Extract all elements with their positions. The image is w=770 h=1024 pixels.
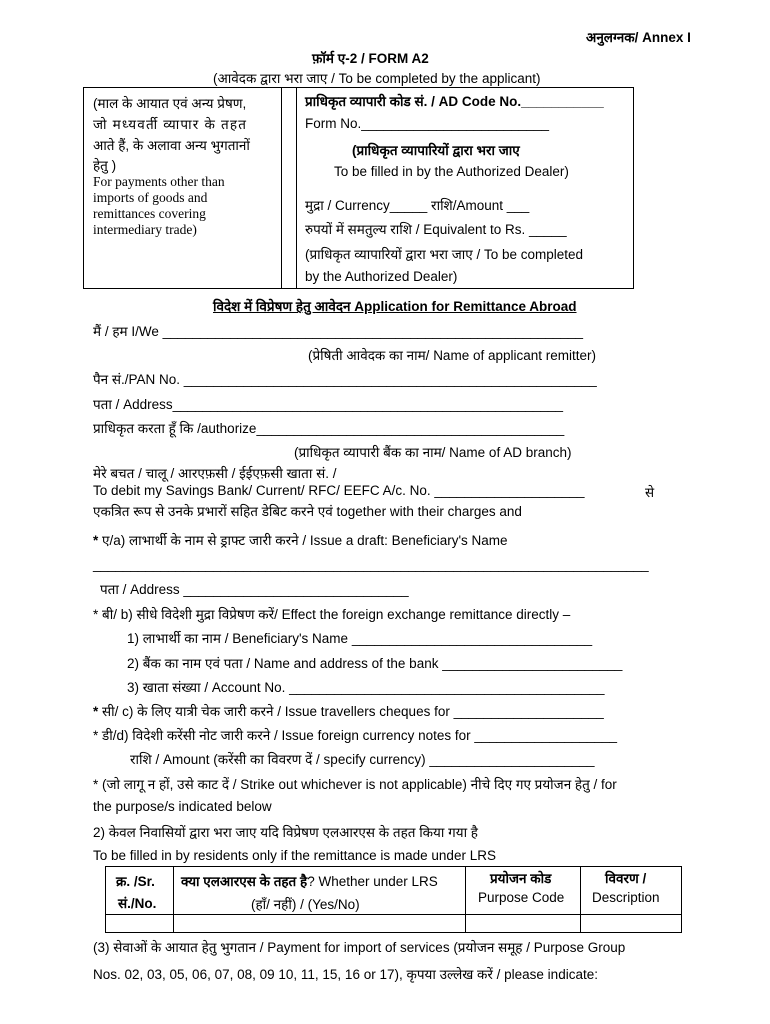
direct-remittance-line[interactable]: * बी/ b) सीधे विदेशी मुद्रा विप्रेषण करें/ Effect the foreign exchange remittance directly –: [93, 607, 571, 622]
debit-se: से: [645, 485, 655, 500]
pan-field[interactable]: पैन सं./PAN No. _______________________________________________________: [93, 372, 597, 387]
services-note-2: Nos. 02, 03, 05, 06, 07, 08, 09 10, 11, 15, 16 or 17), कृपया उल्लेख करें / please indicate:: [93, 967, 598, 982]
applicant-name-caption: (प्रेषिती आवेदक का नाम/ Name of applicant remitter): [308, 348, 596, 363]
completed-note-1: (प्राधिकृत व्यापारियों द्वारा भरा जाए / To be completed: [305, 247, 584, 262]
draft-name-blank[interactable]: __________________________________________________________________________: [93, 557, 649, 572]
purpose-code-hindi: प्रयोजन कोड: [490, 871, 552, 886]
section-title: विदेश में विप्रेषण हेतु आवेदन Application for Remittance Abroad: [213, 299, 577, 314]
ad-heading-hindi: (प्राधिकृत व्यापारियों द्वारा भरा जाए: [352, 143, 520, 158]
equivalent-rs-field[interactable]: रुपयों में समतुल्य राशि / Equivalent to Rs. _____: [305, 222, 567, 237]
sr-header: क्र. /Sr.: [116, 874, 155, 889]
services-note-1: (3) सेवाओं के आयात हेतु भुगतान / Payment for import of services (प्रयोजन समूह / Purpose Group: [93, 940, 626, 955]
beneficiary-name-field[interactable]: 1) लाभार्थी का नाम / Beneficiary's Name ________________________________: [127, 631, 593, 646]
currency-amount-field[interactable]: मुद्रा / Currency_____ राशि/Amount ___: [305, 198, 530, 213]
applicant-name-field[interactable]: मैं / हम I/We ________________________________________________________: [93, 324, 584, 339]
ad-branch-caption: (प्राधिकृत व्यापारी बैंक का नाम/ Name of AD branch): [294, 445, 572, 460]
residents-hindi: 2) केवल निवासियों द्वारा भरा जाए यदि विप्रेषण एलआरएस के तहत किया गया है: [93, 825, 478, 840]
travellers-cheques-line[interactable]: * सी/ c) के लिए यात्री चेक जारी करने / Issue travellers cheques for ____________________: [93, 704, 604, 719]
strike-out-note-1: * (जो लागू न हों, उसे काट दें / Strike out whichever is not applicable) नीचे दिए गए प्रयोजन हेतु / for: [93, 777, 617, 792]
bank-address-field[interactable]: 2) बैंक का नाम एवं पता / Name and address of the bank ________________________: [127, 656, 623, 671]
address-field[interactable]: पता / Address____________________________________________________: [93, 397, 564, 412]
form-number-field[interactable]: Form No._________________________: [305, 116, 549, 131]
charges-line: एकत्रित रूप से उनके प्रभारों सहित डेबिट करने एवं together with their charges and: [93, 504, 522, 519]
amount-currency-field[interactable]: राशि / Amount (करेंसी का विवरण दें / specify currency) ______________________: [130, 752, 595, 767]
lrs-yes-no: (हाँ/ नहीं) / (Yes/No): [251, 897, 360, 912]
description-hindi: विवरण /: [605, 871, 647, 886]
strike-out-note-2: the purpose/s indicated below: [93, 799, 272, 814]
purpose-code-english: Purpose Code: [478, 890, 565, 905]
lrs-header: क्या एलआरएस के तहत है? Whether under LRS: [181, 874, 438, 889]
description-english: Description: [592, 890, 660, 905]
draft-line[interactable]: * ए/a) लाभार्थी के नाम से ड्राफ्ट जारी करने / Issue a draft: Beneficiary's Name: [93, 533, 508, 548]
applicant-note: (आवेदक द्वारा भरा जाए / To be completed by the applicant): [213, 71, 541, 86]
authorize-field[interactable]: प्राधिकृत करता हूँ कि /authorize_________________________________________: [93, 421, 565, 436]
annex-label: अनुलग्नक/ Annex I: [586, 30, 691, 45]
completed-note-2: by the Authorized Dealer): [305, 269, 458, 284]
sr-header-2: सं./No.: [118, 896, 157, 911]
debit-account-field[interactable]: To debit my Savings Bank/ Current/ RFC/ EEFC A/c. No. ____________________: [93, 483, 585, 498]
ad-code-field[interactable]: प्राधिकृत व्यापारी कोड सं. / AD Code No.___________: [305, 94, 604, 109]
currency-notes-line[interactable]: * डी/d) विदेशी करेंसी नोट जारी करने / Issue foreign currency notes for ___________________: [93, 728, 618, 743]
account-number-field[interactable]: 3) खाता संख्या / Account No. __________________________________________: [127, 680, 605, 695]
form-title: फ़ॉर्म ए-2 / FORM A2: [312, 51, 429, 66]
draft-address-field[interactable]: पता / Address ______________________________: [100, 582, 409, 597]
residents-english: To be filled in by residents only if the remittance is made under LRS: [93, 848, 496, 863]
debit-hindi: मेरे बचत / चालू / आरएफ़सी / ईईएफ़सी खाता सं. /: [93, 466, 337, 481]
ad-heading-english: To be filled in by the Authorized Dealer): [334, 164, 569, 179]
